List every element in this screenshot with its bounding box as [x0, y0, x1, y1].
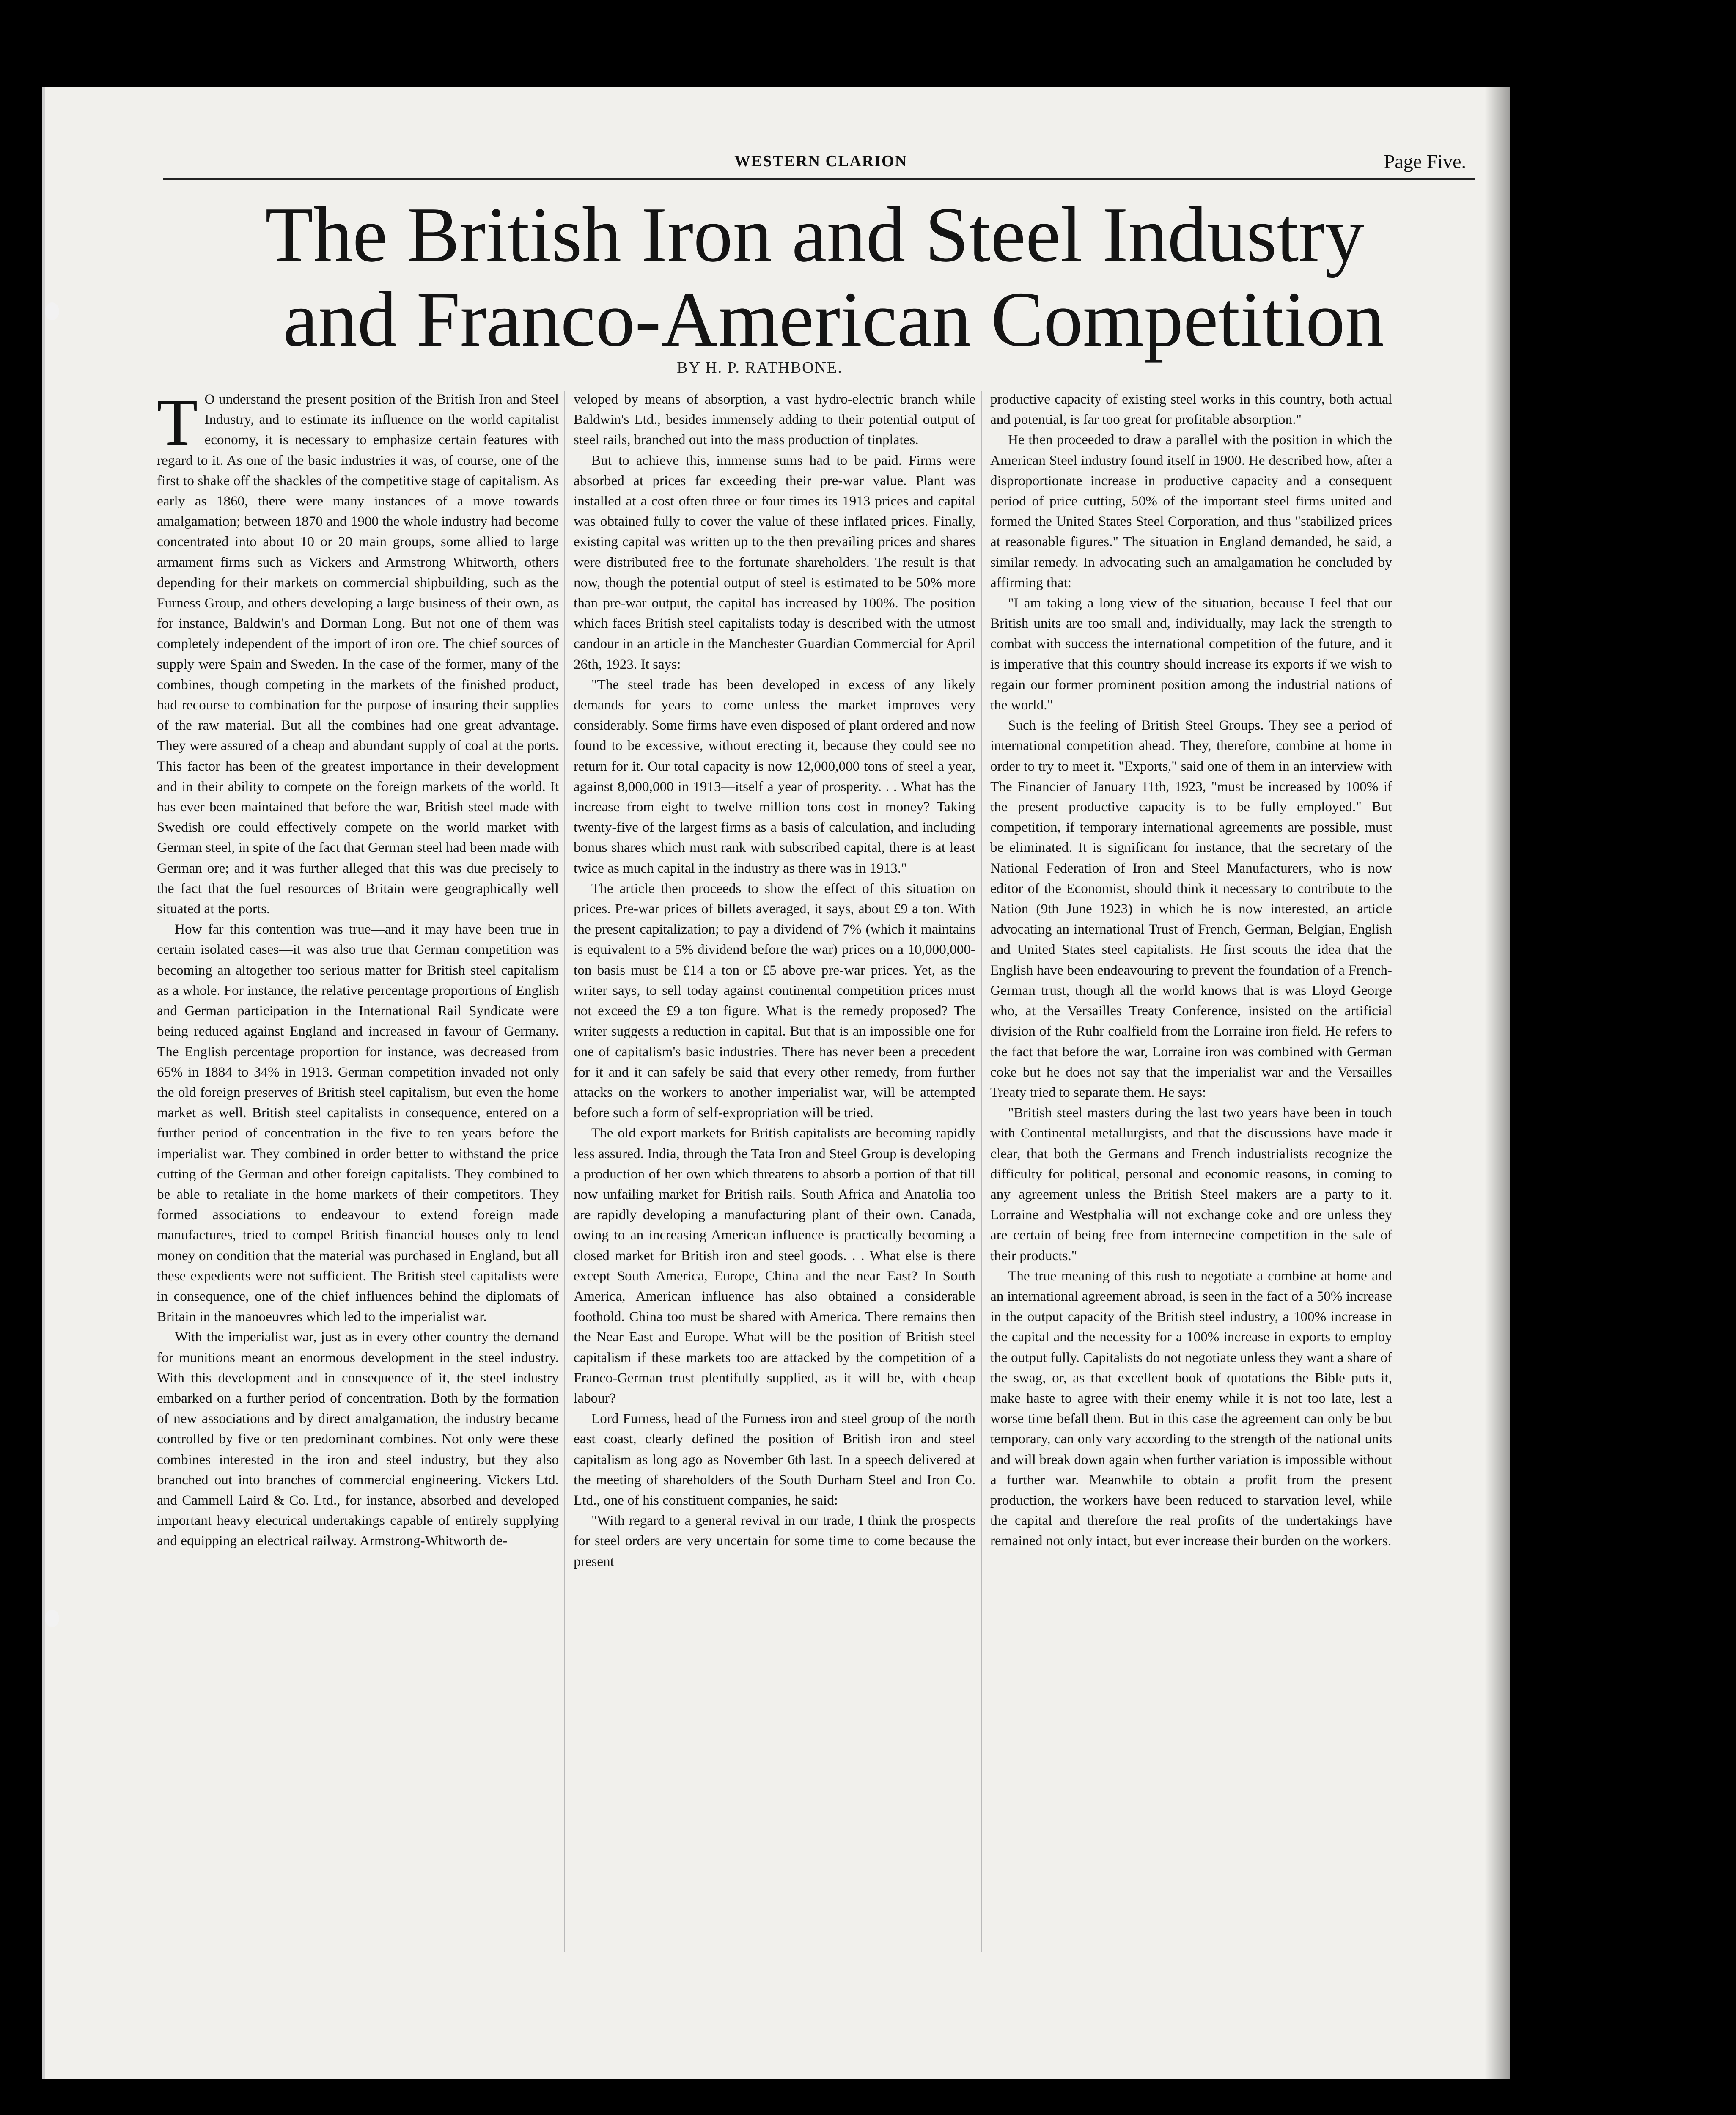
newspaper-page: [42, 87, 1510, 2079]
byline: BY H. P. RATHBONE.: [677, 359, 843, 376]
paragraph: The article then proceeds to show the effect of this situation on prices. Pre-war prices of billets averaged, it says, about £9 a ton. With the present capitalization; to pay a dividend of 7% (which it maintains is equivalent to a 5% dividend before the war) prices on a 10,000,000-ton basis must be £14 a ton or £5 above pre-war prices. Yet, as the writer says, to sell today against continental competition prices must not exceed the £9 a ton figure. What is the remedy proposed? The writer suggests a reduction in capital. But that is an impossible one for one of capitalism's basic industries. There has never been a precedent for it and it can safely be said that every other remedy, from further attacks on the workers to another imperialist war, will be attempted before such a form of self-expropriation will be tried.: [574, 880, 975, 1121]
drop-cap: T: [157, 389, 198, 459]
quotation: "British steel masters during the last two years have been in touch with Continental metallurgists, and that the discussions have made it clear, that both the Germans and French industrialists recognize the difficulty for political, personal and economic reasons, in coming to any agreement unless the British Steel makers are a party to it. Lorraine and Westphalia will not exchange coke and ore unless they are certain of being free from internecine competition in the sale of their products.": [990, 1105, 1392, 1264]
title-line-2: and Franco-American Competition: [283, 276, 1384, 363]
punch-hole: [45, 1610, 59, 1627]
page-number: Page Five.: [1384, 151, 1466, 172]
quotation: "The steel trade has been developed in excess of any likely demands for years to come unless the market improves very considerably. Some firms have even disposed of plant ordered and now found to be excessive, without erecting it, because they could see no return for it. Our total capacity is now 12,000,000 tons of steel a year, against 8,000,000 in 1913—itself a year of prosperity. . . What has the increase from eight to twelve million tons cost in money? Taking twenty-five of the largest firms as a basis of calculation, and including bonus shares which must rank with subscribed capital, there is at least twice as much capital in the industry as there was in 1913.": [574, 676, 975, 876]
column-2: [574, 389, 975, 1954]
column-1: [157, 389, 559, 1954]
header-rule: [163, 178, 1475, 180]
paragraph: veloped by means of absorption, a vast hydro-electric branch while Baldwin's Ltd., besides immensely adding to their potential output of steel rails, branched out into the mass production of tinplates.: [574, 391, 975, 448]
quotation: "I am taking a long view of the situation, because I feel that our British units are too small and, individually, may lack the strength to combat with success the international competition of the future, and it is imperative that this country should increase its exports if we wish to regain our former prominent position among the industrial nations of the world.": [990, 595, 1392, 713]
paragraph: How far this contention was true—and it may have been true in certain isolated cases—it was also true that German competition was becoming an altogether too serious matter for British steel capitalism as a whole. For instance, the relative percentage proportions of English and German participation in the International Rail Syndicate were being reduced against England and increased in favour of Germany. The English percentage proportion for instance, was decreased from 65% in 1884 to 34% in 1913. German competition invaded not only the old foreign preserves of British steel capitalism, but even the home market as well. British steel capitalists in consequence, entered on a further period of concentration in the five to ten years before the imperialist war. They combined in order better to withstand the price cutting of the German and other foreign capitalists. They combined to be able to retaliate in the home markets of their competitors. They formed associations to endeavour to extend foreign made manufactures, tried to compel British financial houses only to lend money on condition that the material was purchased in England, but all these expedients were not sufficient. The British steel capitalists were in consequence, one of the chief influences behind the diplomats of Britain in the manoeuvres which led to the imperialist war.: [157, 921, 559, 1325]
paragraph: Lord Furness, head of the Furness iron and steel group of the north east coast, clearly defined the position of British iron and steel capitalism as long ago as November 6th last. In a speech delivered at the meeting of shareholders of the South Durham Steel and Iron Co. Ltd., one of his constituent companies, he said:: [574, 1411, 975, 1508]
article-title: [142, 192, 1487, 362]
newspaper-name: WESTERN CLARION: [734, 152, 908, 170]
column-3: [990, 389, 1392, 1954]
paragraph: But to achieve this, immense sums had to be paid. Firms were absorbed at prices far exceeding their pre-war value. Plant was installed at a cost often three or four times its 1913 prices and capital was obtained fully to cover the value of these inflated prices. Finally, existing capital was written up to the then prevailing prices and shares were distributed free to the fortunate shareholders. The result is that now, though the potential output of steel is estimated to be 50% more than pre-war output, the capital has increased by 100%. The position which faces British steel capitalists today is described with the utmost candour in an article in the Manchester Guardian Commercial for April 26th, 1923. It says:: [574, 452, 975, 672]
paragraph: [157, 389, 559, 919]
quotation: "With regard to a general revival in our trade, I think the prospects for steel orders are very uncertain for some time to come because the present: [574, 1513, 975, 1569]
column-rule: [564, 391, 565, 1952]
paragraph: With the imperialist war, just as in every other country the demand for munitions meant an enormous development in the steel industry. With this development and in consequence of it, the steel industry embarked on a further period of concentration. Both by the formation of new associations and by direct amalgamation, the industry became controlled by five or ten predominant combines. Not only were these combines interested in the iron and steel industry, but they also branched out into branches of commercial engineering. Vickers Ltd. and Cammell Laird & Co. Ltd., for instance, absorbed and developed important heavy electrical undertakings capable of entirely supplying and equipping an electrical railway. Armstrong-Whitworth de-: [157, 1329, 559, 1549]
paragraph: The true meaning of this rush to negotiate a combine at home and an international agreement abroad, is seen in the fact of a 50% increase in the output capacity of the British steel industry, a 100% increase in the capital and the necessity for a 100% increase in exports to employ the output fully. Capitalists do not negotiate unless they want a share of the swag, or, as that excellent book of quotations the Bible puts it, make haste to agree with their enemy while it is not too late, lest a worse time befall them. But in this case the agreement can only be but temporary, can only vary according to the strength of the national units and will break down again when further variation is impossible without a further war. Meanwhile to obtain a profit from the present production, the workers have been reduced to starvation level, while the capital and therefore the real profits of the undertakings have remained not only intact, but ever increase their burden on the workers.: [990, 1268, 1392, 1549]
paragraph: Such is the feeling of British Steel Groups. They see a period of international competition ahead. They, therefore, combine at home in order to try to meet it. "Exports," said one of them in an interview with The Financier of January 11th, 1923, "must be increased by 100% if the present productive capacity is to be fully employed." But competition, if temporary international agreements are possible, must be eliminated. It is significant for instance, that the secretary of the National Federation of Iron and Steel Manufacturers, who is now editor of the Economist, should think it necessary to contribute to the Nation (9th June 1923) in which he is now interested, an article advocating an international Trust of French, German, Belgian, English and United States steel capitalists. He first scouts the idea that the English have been endeavouring to prevent the foundation of a French-German trust, though all the world knows that is was Lloyd George who, at the Versailles Treaty Conference, insisted on the artificial division of the Ruhr coalfield from the Lorraine iron field. He refers to the fact that before the war, Lorraine iron was combined with German coke but he does not say that the imperialist war and the Versailles Treaty tried to separate them. He says:: [990, 717, 1392, 1100]
punch-hole: [45, 302, 59, 320]
masthead: [163, 150, 1466, 176]
title-line-1: The British Iron and Steel Industry: [265, 191, 1365, 278]
column-rule: [981, 391, 982, 1952]
paragraph: He then proceeded to draw a parallel with the position in which the American Steel industry found itself in 1900. He described how, after a disproportionate increase in productive capacity and a consequent period of price cutting, 50% of the important steel firms united and formed the United States Steel Corporation, and thus "stabilized prices at reasonable figures." The situation in England demanded, he said, a similar remedy. In advocating such an amalgamation he concluded by affirming that:: [990, 432, 1392, 591]
paragraph: The old export markets for British capitalists are becoming rapidly less assured. India, through the Tata Iron and Steel Group is developing a production of her own which threatens to absorb a portion of that till now unfailing market for British rails. South Africa and Anatolia too are rapidly developing a manufacturing plant of their own. Canada, owing to an increasing American influence is practically becoming a closed market for British iron and steel goods. . . What else is there except South America, Europe, China and the near East? In South America, American influence has also obtained a considerable foothold. China too must be shared with America. There remains then the Near East and Europe. What will be the position of British steel capitalism if these markets too are attacked by the competition of a Franco-German trust plentifully supplied, as it will be, with cheap labour?: [574, 1125, 975, 1406]
paragraph-text: O understand the present position of the British Iron and Steel Industry, and to estimate its influence on the world capitalist economy, it is necessary to emphasize certain features with regard to it. As one of the basic industries it was, of course, one of the first to shake off the shackles of the competitive stage of capitalism. As early as 1860, there were many instances of a move towards amalgamation; between 1870 and 1900 the whole industry had become concentrated into about 10 or 20 main groups, some allied to large armament firms such as Vickers and Armstrong Whitworth, others depending for their markets on commercial shipbuilding, such as the Furness Group, and others developing a large business of their own, as for instance, Baldwin's and Dorman Long. But not one of them was completely independent of the import of iron ore. The chief sources of supply were Spain and Sweden. In the case of the former, many of the combines, though competing in the markets of the finished product, had recourse to combination for the purpose of insuring their supplies of the raw material. But all the combines had one great advantage. They were assured of a cheap and abundant supply of coal at the ports. This factor has been of the greatest importance in their development and in their ability to compete on the foreign markets of the world. It has ever been maintained that before the war, British steel made with Swedish ore could effectively compete on the world market with German steel, in spite of the fact that German steel had been made with German ore; and it was further alleged that this was due precisely to the fact that the fuel resources of Britain were geographically well situated at the ports.: [157, 391, 559, 917]
paragraph: productive capacity of existing steel works in this country, both actual and potential, is far too great for profitable absorption.": [990, 391, 1392, 428]
